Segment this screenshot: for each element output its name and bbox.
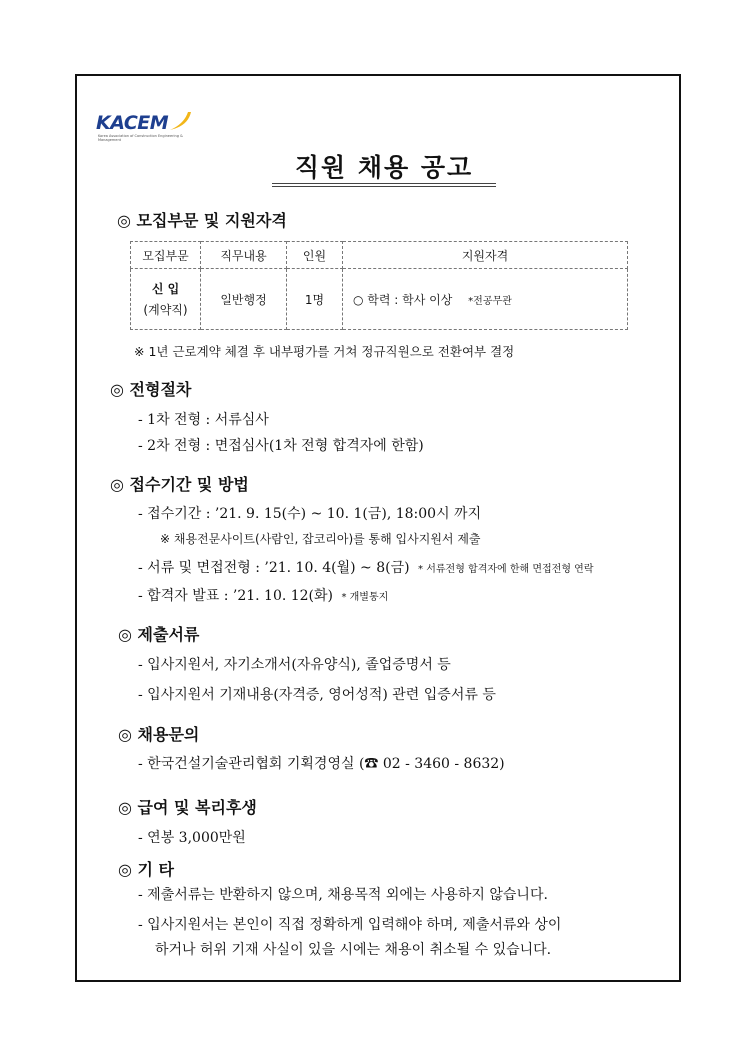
count-cell: 1명 (287, 269, 343, 330)
list-item-continued: 하거나 허위 기재 사실이 있을 시에는 채용이 취소될 수 있습니다. (155, 942, 552, 958)
logo-swoosh-icon (166, 110, 192, 132)
section-heading-recruitment: ◎ 모집부문 및 지원자격 (117, 211, 287, 230)
result-announcement (138, 585, 388, 605)
list-item: - 제출서류는 반환하지 않으며, 채용목적 외에는 사용하지 않습니다. (138, 887, 548, 903)
table-row (131, 269, 628, 330)
section-heading-process: ◎ 전형절차 (110, 380, 192, 399)
qual-text: ○ 학력 : 학사 이상 (353, 292, 453, 307)
section-heading-inquiry: ◎ 채용문의 (118, 725, 200, 744)
result-text: - 합격자 발표 : ’21. 10. 12(화) (138, 588, 334, 604)
qual-note: *전공무관 (468, 295, 512, 307)
section-heading-salary: ◎ 급여 및 복리후생 (118, 798, 257, 817)
salary-info: - 연봉 3,000만원 (138, 830, 246, 846)
section-heading-documents: ◎ 제출서류 (118, 625, 200, 644)
list-item: - 1차 전형 : 서류심사 (138, 412, 269, 428)
dept-sub: (계약직) (143, 303, 188, 317)
application-method: ※ 채용전문사이트(사람인, 잡코리아)를 통해 입사지원서 제출 (160, 532, 481, 546)
list-item: - 입사지원서, 자기소개서(자유양식), 졸업증명서 등 (138, 657, 451, 673)
table-header: 직무내용 (201, 242, 287, 269)
logo-subtitle: Korea Association of Construction Engineering & Management (98, 134, 183, 142)
section-heading-application: ◎ 접수기간 및 방법 (110, 475, 249, 494)
title-underline (272, 183, 496, 187)
table-header-row (131, 242, 628, 269)
interview-period (138, 557, 594, 577)
interview-note: * 서류전형 합격자에 한해 면접전형 연락 (418, 564, 594, 575)
table-header: 인원 (287, 242, 343, 269)
application-period: - 접수기간 : ’21. 9. 15(수) ~ 10. 1(금), 18:00시 까지 (138, 506, 482, 522)
list-item: - 입사지원서는 본인이 직접 정확하게 입력해야 하며, 제출서류와 상이 (138, 917, 562, 933)
recruitment-table (130, 241, 628, 330)
section-heading-other: ◎ 기 타 (118, 860, 175, 879)
list-item: - 입사지원서 기재내용(자격증, 영어성적) 관련 입증서류 등 (138, 687, 496, 703)
dept-main: 신 입 (151, 282, 180, 296)
job-cell: 일반행정 (201, 269, 287, 330)
qual-cell (343, 269, 628, 330)
page-title: 직원 채용 공고 (294, 153, 474, 182)
contact-info: - 한국건설기술관리협회 기획경영실 (☎ 02 - 3460 - 8632) (138, 756, 505, 772)
dept-cell (131, 269, 201, 330)
table-header: 모집부문 (131, 242, 201, 269)
list-item: - 2차 전형 : 면접심사(1차 전형 합격자에 한함) (138, 438, 424, 454)
contract-note: ※ 1년 근로계약 체결 후 내부평가를 거쳐 정규직원으로 전환여부 결정 (134, 344, 515, 359)
table-header: 지원자격 (343, 242, 628, 269)
logo-text: KACEM (96, 112, 169, 134)
result-note: * 개별통지 (341, 592, 389, 603)
kacem-logo (96, 112, 196, 152)
interview-text: - 서류 및 면접전형 : ’21. 10. 4(월) ~ 8(금) (138, 560, 410, 576)
